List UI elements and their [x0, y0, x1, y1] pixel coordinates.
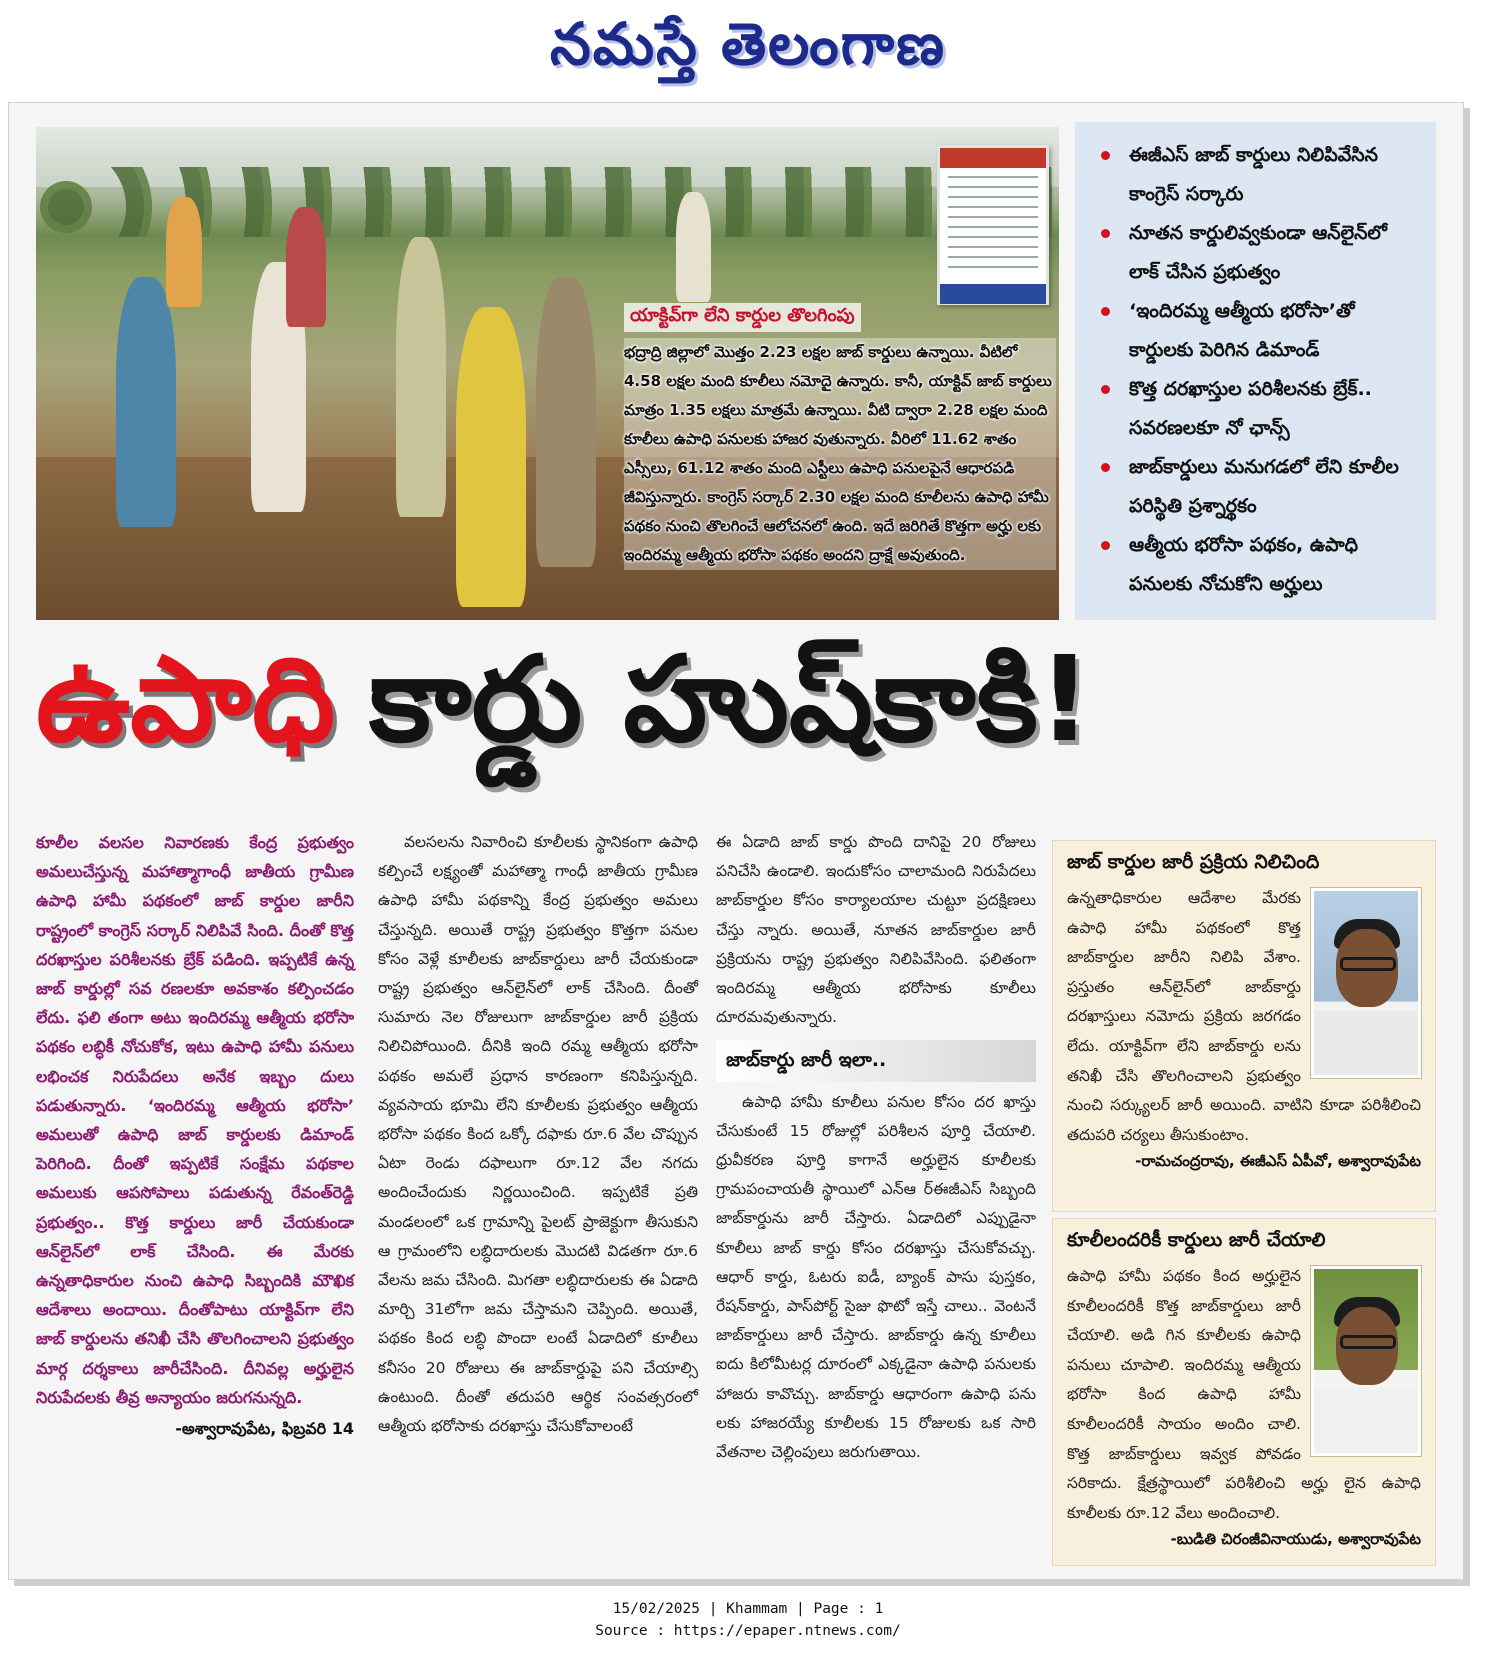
body-paragraph: ఉపాధి హామీ కూలీలు పనుల కోసం దర ఖాస్తు చేసుకుంటే 15 రోజుల్లో పరిశీలన పూర్తి చేయాలి. ధ్రువీకరణ పూర్తి కాగానే అర్హులైన కూలీలకు గ్రామపంచాయతీ స్థాయిలో ఎన్‌ఆ ర్‌ఈజీఎస్‌ సిబ్బంది జాబ్‌కార్డును జారీ చేస్తారు. ఏడాదిలో ఎప్పుడైనా కూలీలు జాబ్‌ కార్డు కోసం దరఖాస్తు చేసుకోవచ్చు. ఆధార్‌ కార్డు, ఓటరు ఐడీ, బ్యాంక్‌ పాసు పుస్తకం, రేషన్‌కార్డు, పాస్‌పోర్ట్‌ సైజు ఫొటో ఇస్తే చాలు.. వెంటనే జాబ్‌కార్డులు జారీ చేస్తారు. జాబ్‌కార్డు ఉన్న కూలీలు ఐదు కిలోమీటర్ల దూరంలో ఎక్కడైనా ఉపాధి పనులకు హాజరు కావొచ్చు. జాబ్‌కార్డు ఆధారంగా ఉపాధి పను లకు హాజరయ్యే కూలీలకు 15 రోజులకు ఒక సారి వేతనాల చెల్లింపులు జరుగుతాయి.	[716, 1092, 1036, 1462]
portrait-glasses	[1340, 1335, 1396, 1349]
portrait-shirt	[1314, 1011, 1421, 1078]
card-header-band	[940, 148, 1046, 168]
worker-figure	[676, 192, 711, 302]
dateline: -అశ్వారావుపేట, ఫిబ్రవరి 14	[175, 1419, 354, 1439]
worker-figure	[536, 277, 596, 567]
masthead	[0, 10, 1496, 90]
worker-figure	[166, 197, 202, 307]
leader-portrait	[1311, 1266, 1421, 1456]
highlight-item: ఈజీఎస్‌ జాబ్‌ కార్డులు నిలిపివేసిన కాంగ్రెస్‌ సర్కారు	[1093, 136, 1422, 214]
quote-box-leader	[1052, 1218, 1436, 1566]
footer-source-link[interactable]: Source : https://epaper.ntnews.com/	[595, 1623, 901, 1639]
lead-paragraph: కూలీల వలసల నివారణకు కేంద్ర ప్రభుత్వం అమలుచేస్తున్న మహాత్మాగాంధీ జాతీయ గ్రామీణ ఉపాధి హామీ పథకంలో జాబ్‌ కార్డుల జారీని రాష్ట్రంలో కాంగ్రెస్‌ సర్కార్‌ నిలిపివే సింది. దీంతో కొత్త దరఖాస్తుల పరిశీలనకు బ్రేక్‌ పడింది. ఇప్పటికే ఉన్న జాబ్‌ కార్డుల్లో సవ రణలకూ అవకాశం కల్పించడం లేదు. ఫలి తంగా అటు ఇందిరమ్మ ఆత్మీయ భరోసా పథకం లబ్ధికీ నోచుకోక, ఇటు ఉపాధి హామీ పనులు లభించక నిరుపేదలు అనేక ఇబ్బం దులు పడుతున్నారు. ‘ఇందిరమ్మ ఆత్మీయ భరోసా’ అమలుతో ఉపాధి జాబ్‌ కార్డులకు డిమాండ్‌ పెరిగింది. దీంతో ఇప్పటికే సంక్షేమ పథకాల అమలుకు ఆపసోపాలు పడుతున్న రేవంత్‌రెడ్డి ప్రభుత్వం.. కొత్త కార్డులు జారీ చేయకుండా ఆన్‌లైన్‌లో లాక్‌ చేసింది. ఈ మేరకు ఉన్నతాధికారుల నుంచి ఉపాధి సిబ్బందికి మౌఖిక ఆదేశాలు అందాయి. దీంతోపాటు యాక్టివ్‌గా లేని జాబ్‌ కార్డులను తనిఖీ చేసి తొలగించాలని ప్రభుత్వం మార్గ దర్శకాలు జారీచేసింది. దీనివల్ల అర్హులైన నిరుపేదలకు తీవ్ర అన్యాయం జరుగనున్నది.	[36, 833, 354, 1407]
highlight-item: ‘ఇందిరమ్మ ఆత్మీయ భరోసా’తో కార్డులకు పెరిగిన డిమాండ్‌	[1093, 292, 1422, 370]
worker-figure	[286, 207, 326, 327]
quote-box-official	[1052, 840, 1436, 1212]
caption-title: యాక్టివ్‌గా లేని కార్డుల తొలగింపు	[624, 303, 861, 332]
quote-box-title: జాబ్‌ కార్డుల జారీ ప్రక్రియ నిలిచింది	[1067, 851, 1320, 873]
subheading: జాబ్‌కార్డు జారీ ఇలా..	[716, 1040, 1036, 1081]
body-paragraph: ఈ ఏడాది జాబ్‌ కార్డు పొంది దానిపై 20 రోజులు పనిచేసి ఉండాలి. ఇందుకోసం చాలామంది నిరుపేదలు జాబ్‌కార్డుల కోసం కార్యాలయాల చుట్టూ ప్రదక్షిణలు చేస్తు న్నారు. అయితే, నూతన జాబ్‌కార్డుల జారీ ప్రక్రియను రాష్ట్ర ప్రభుత్వం నిలిపివేసింది. ఫలితంగా ఇందిరమ్మ ఆత్మీయ భరోసాకు కూలీలు దూరమవుతున్నారు.	[716, 833, 1036, 1027]
photo-caption	[624, 303, 1056, 570]
quote-box-title: కూలీలందరికీ కార్డులు జారీ చేయాలి	[1067, 1229, 1326, 1251]
highlight-item: కొత్త దరఖాస్తుల పరిశీలనకు బ్రేక్‌.. సవరణలకూ నో ఛాన్స్‌	[1093, 370, 1422, 448]
quote-box-signature: -బుడితి చిరంజీవినాయుడు, అశ్వారావుపేట	[1170, 1530, 1421, 1549]
highlight-item: ఆత్మీయ భరోసా పథకం, ఉపాధి పనులకు నోచుకోని అర్హులు	[1093, 526, 1422, 604]
official-portrait	[1311, 888, 1421, 1078]
portrait-shirt	[1314, 1389, 1421, 1456]
main-headline	[36, 630, 1436, 800]
page-footer	[0, 1598, 1496, 1642]
headline-red: ఉపాధి	[36, 630, 336, 768]
lead-column	[36, 828, 354, 1443]
body-paragraph: వలసలను నివారించి కూలీలకు స్థానికంగా ఉపాధి కల్పించే లక్ష్యంతో మహాత్మా గాంధీ జాతీయ గ్రామీణ ఉపాధి హామీ పథకాన్ని కేంద్ర ప్రభుత్వం అమలు చేస్తున్నది. అయితే రాష్ట్ర ప్రభుత్వం కొత్తగా పనుల కోసం వెళ్లే కూలీలకు జాబ్‌కార్డులు జారీ చేయకుండా రాష్ట్ర ప్రభుత్వం ఆన్‌లైన్‌లో లాక్‌ చేసింది. దీంతో సుమారు నెల రోజులుగా జాబ్‌కార్డుల జారీ ప్రక్రియ నిలిచిపోయింది. దీనికి ఇంది రమ్మ ఆత్మీయ భరోసా పథకం అమలే ప్రధాన కారణంగా కనిపిస్తున్నది. వ్యవసాయ భూమి లేని కూలీలకు ప్రభుత్వం ఆత్మీయ భరోసా పథకం కింద ఒక్కో దఫాకు రూ.6 వేల చొప్పున ఏటా రెండు దఫాలుగా రూ.12 వేల నగదు అందించేందుకు నిర్ణయించింది. ఇప్పటికే ప్రతి మండలంలో ఒక గ్రామాన్ని పైలట్‌ ప్రాజెక్టుగా తీసుకుని ఆ గ్రామంలోని లబ్ధిదారులకు మొదటి విడతగా రూ.6 వేలను జమ చేసింది. మిగతా లబ్ధిదారులకు ఈ ఏడాది మార్చి 31లోగా జమ చేస్తామని చెప్పింది. అయితే, పథకం కింద లబ్ధి పొందా లంటే ఏడాదిలో కూలీలు కనీసం 20 రోజులు ఈ జాబ్‌కార్డుపై పని చేయాల్సి ఉంటుంది. దీంతో తదుపరి ఆర్థిక సంవత్సరంలో ఆత్మీయ భరోసాకు దరఖాస్తు చేసుకోవాలంటే	[378, 833, 698, 1436]
body-column-3	[716, 828, 1036, 1467]
card-text-lines	[948, 176, 1038, 276]
worker-figure	[396, 237, 446, 517]
caption-body: భద్రాద్రి జిల్లాలో మొత్తం 2.23 లక్షల జాబ్‌ కార్డులు ఉన్నాయి. వీటిలో 4.58 లక్షల మంది కూలీలు నమోదై ఉన్నారు. కానీ, యాక్టివ్‌ జాబ్‌ కార్డులు మాత్రం 1.35 లక్షలు మాత్రమే ఉన్నాయి. వీటి ద్వారా 2.28 లక్షల మంది కూలీలు ఉపాధి పనులకు హాజర వుతున్నారు. వీరిలో 11.62 శాతం ఎస్సీలు, 61.12 శాతం మంది ఎస్టీలు ఉపాధి పనులపైనే ఆధారపడి జీవిస్తున్నారు. కాంగ్రెస్‌ సర్కార్‌ 2.30 లక్షల మంది కూలీలను ఉపాధి హామీ పథకం నుంచి తొలగించే ఆలోచనలో ఉంది. ఇదే జరిగితే కొత్తగా అర్హు లకు ఇందిరమ్మ ఆత్మీయ భరోసా పథకం అందని ద్రాక్షే అవుతుంది.	[624, 338, 1056, 570]
quote-box-body: ఉపాధి హామీ పథకం కింద అర్హులైన కూలీలందరికీ కొత్త జాబ్‌కార్డులు జారీ చేయాలి. అడి గిన కూలీలకు ఉపాధి పనులు చూపాలి. ఇందిరమ్మ ఆత్మీయ భరోసా కింద ఉపాధి హామీ కూలీలందరికీ సాయం అందిం చాలి. కొత్త జాబ్‌కార్డులు ఇవ్వక పోవడం సరికాదు. క్షేత్రస్థాయిలో పరిశీలించి అర్హు లైన ఉపాధి కూలీలకు రూ.12 వేలు అందించాలి.	[1067, 1267, 1421, 1522]
highlights-box	[1075, 122, 1436, 620]
worker-figure	[456, 307, 526, 607]
worker-figure	[116, 277, 176, 527]
body-column-2	[378, 828, 698, 1441]
highlight-item: నూతన కార్డులివ్వకుండా ఆన్‌లైన్‌లో లాక్‌ చేసిన ప్రభుత్వం	[1093, 214, 1422, 292]
quote-box-signature: -రామచంద్రరావు, ఈజీఎస్‌ ఏపీవో, అశ్వారావుపేట	[1135, 1152, 1421, 1171]
footer-edition-line: 15/02/2025 | Khammam | Page : 1	[612, 1601, 884, 1617]
highlight-item: జాబ్‌కార్డులు మనుగడలో లేని కూలీల పరిస్థితి ప్రశ్నార్థకం	[1093, 448, 1422, 526]
newspaper-logo: నమస్తే తెలంగాణ	[550, 10, 946, 78]
card-footer-band	[940, 284, 1046, 304]
quote-box-body: ఉన్నతాధికారుల ఆదేశాల మేరకు ఉపాధి హామీ పథకంలో కొత్త జాబ్‌కార్డుల జారీని నిలిపి వేశాం. ప్రస్తుతం ఆన్‌లైన్‌లో జాబ్‌కార్డు దరఖాస్తులు నమోదు ప్రక్రియ జరగడం లేదు. యాక్టివ్‌గా లేని జాబ్‌కార్డు లను తనిఖీ చేసి తొలగించాలని ప్రభుత్వం నుంచి సర్క్యులర్‌ జారీ అయింది. వాటిని కూడా పరిశీలించి తదుపరి చర్యలు తీసుకుంటాం.	[1067, 889, 1421, 1144]
job-card-thumbnail	[937, 145, 1049, 305]
portrait-glasses	[1340, 957, 1396, 971]
headline-black: కార్డు హుష్‌కాకి!	[369, 630, 1092, 768]
